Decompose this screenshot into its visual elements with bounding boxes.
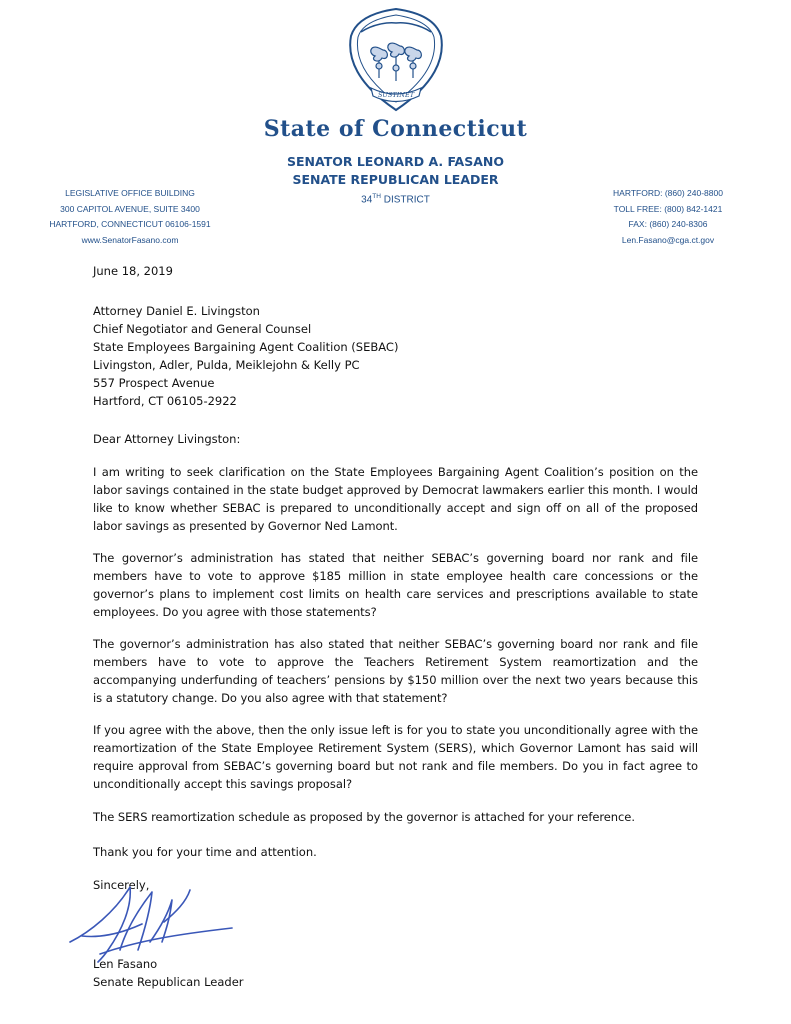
phone-hartford: HARTFORD: (860) 240-8800 bbox=[613, 188, 723, 198]
recipient-line: 557 Prospect Avenue bbox=[93, 376, 215, 390]
svg-text:SUSTINET: SUSTINET bbox=[377, 91, 415, 99]
letterhead-contact-info bbox=[598, 186, 738, 248]
signer-title: Senate Republican Leader bbox=[93, 975, 244, 989]
fax-number: FAX: (860) 240-8306 bbox=[628, 219, 708, 229]
body-paragraph: The SERS reamortization schedule as proposed by the governor is attached for your reference. bbox=[93, 810, 635, 824]
connecticut-seal-icon bbox=[343, 6, 449, 116]
address-line: LEGISLATIVE OFFICE BUILDING bbox=[65, 188, 195, 198]
recipient-line: Chief Negotiator and General Counsel bbox=[93, 322, 312, 336]
closing: Sincerely, bbox=[93, 878, 150, 892]
thanks-line: Thank you for your time and attention. bbox=[93, 845, 317, 859]
letterhead-state-title: State of Connecticut bbox=[263, 116, 528, 142]
letterhead-office-address bbox=[30, 186, 230, 248]
letter-date: June 18, 2019 bbox=[93, 264, 173, 278]
recipient-address bbox=[93, 302, 698, 410]
address-line: 300 CAPITOL AVENUE, SUITE 3400 bbox=[60, 203, 200, 214]
address-line: HARTFORD, CONNECTICUT 06106-1591 bbox=[49, 219, 211, 229]
body-paragraph: I am writing to seek clarification on the State Employees Bargaining Agent Coalition’s position on the labor savings contained in the state budget approved by Democrat lawmakers earlier this month. I would like to know whether SEBAC is prepared to unconditionally accept and sign off on all of the proposed labor savings as presented by Governor Ned Lamont. bbox=[93, 465, 698, 533]
recipient-line: State Employees Bargaining Agent Coalition (SEBAC) bbox=[93, 340, 399, 354]
salutation: Dear Attorney Livingston: bbox=[93, 432, 241, 446]
email-link[interactable]: Len.Fasano@cga.ct.gov bbox=[621, 234, 715, 245]
letterhead-senator-title: SENATE REPUBLICAN LEADER bbox=[292, 172, 499, 187]
recipient-line: Hartford, CT 06105-2922 bbox=[93, 394, 237, 408]
phone-toll-free: TOLL FREE: (800) 842-1421 bbox=[613, 203, 723, 214]
recipient-line: Livingston, Adler, Pulda, Meiklejohn & Kelly PC bbox=[93, 358, 360, 372]
body-paragraph: The governor’s administration has also stated that neither SEBAC’s governing board nor rank and file members have to vote to approve the Teachers Retirement System reamortization and the accompanying underfunding of teachers’ pensions by $150 million over the next two years because this is a statutory change. Do you also agree with that statement? bbox=[93, 637, 698, 705]
recipient-line: Attorney Daniel E. Livingston bbox=[93, 304, 260, 318]
letterhead-senator-name: SENATOR LEONARD A. FASANO bbox=[286, 154, 504, 169]
letterhead-district: 34TH DISTRICT bbox=[361, 193, 430, 206]
body-paragraph: The governor’s administration has stated that neither SEBAC’s governing board nor rank and file members have to vote to approve $185 million in state employee health care concessions or the governor’s plans to implement cost limits on health care services and prescriptions available to state employees. Do you agree with those statements? bbox=[93, 551, 698, 619]
signer-name: Len Fasano bbox=[93, 957, 158, 971]
body-paragraph: If you agree with the above, then the only issue left is for you to state you unconditionally agree with the reamortization of the State Employee Retirement System (SERS), which Governor Lamont has said will require approval from SEBAC’s governing board but not rank and file members. Do you in fact agree to unconditionally accept this savings proposal? bbox=[93, 723, 698, 791]
website-link[interactable]: www.SenatorFasano.com bbox=[81, 234, 179, 245]
signature-block bbox=[93, 955, 698, 991]
